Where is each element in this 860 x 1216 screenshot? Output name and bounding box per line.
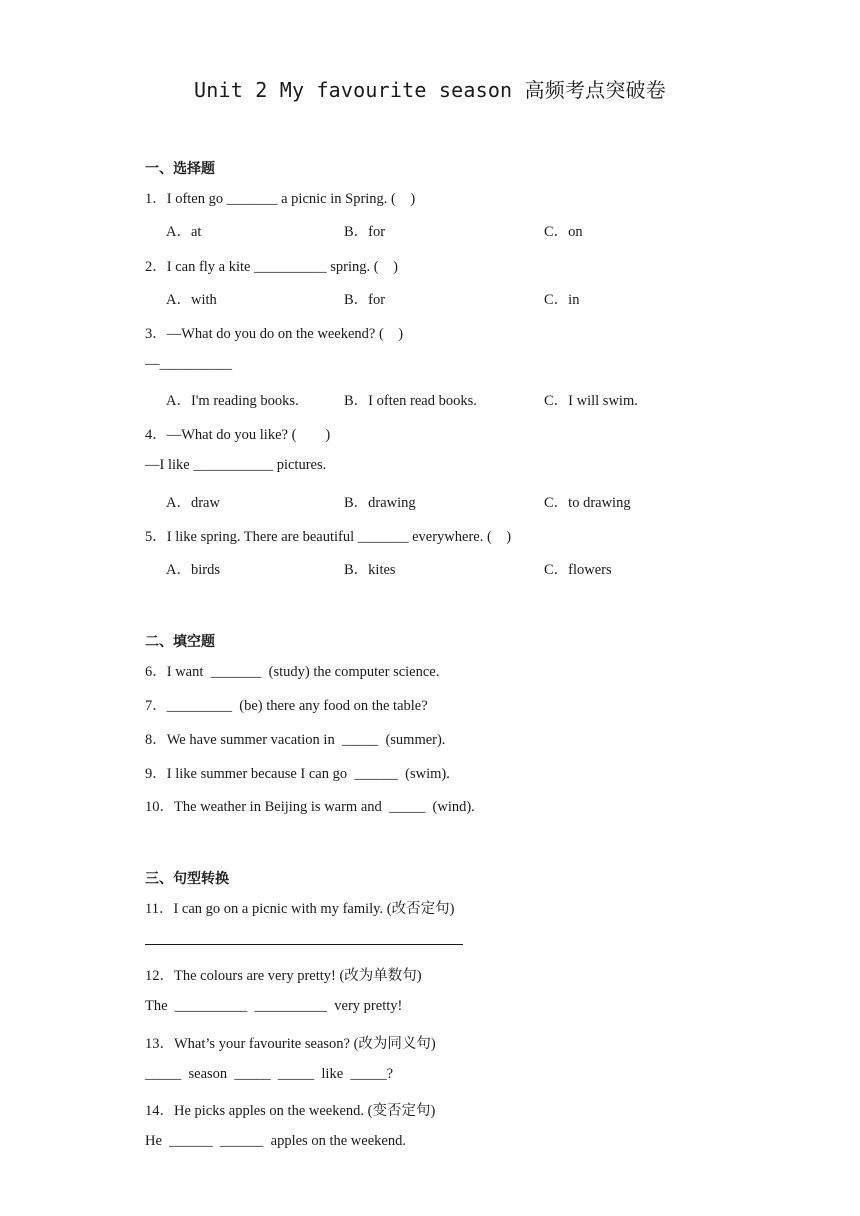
question-12: 12．The colours are very pretty! (改为单数句): [145, 968, 422, 984]
answer-line-11: [145, 944, 463, 945]
q3-option-c[interactable]: C．I will swim.: [544, 393, 638, 409]
question-14-answer: He ______ ______ apples on the weekend.: [145, 1133, 406, 1149]
q3-option-b[interactable]: B．I often read books.: [344, 393, 477, 409]
q4-option-b[interactable]: B．drawing: [344, 495, 416, 511]
question-10: 10．The weather in Beijing is warm and _____ (wind).: [145, 799, 475, 815]
question-6: 6．I want _______ (study) the computer science.: [145, 664, 440, 680]
question-7: 7．_________ (be) there any food on the table?: [145, 698, 428, 714]
q5-option-a[interactable]: A．birds: [166, 562, 220, 578]
section-heading-choice: 一、选择题: [145, 161, 215, 177]
q5-option-b[interactable]: B．kites: [344, 562, 396, 578]
page-title: Unit 2 My favourite season 高频考点突破卷: [194, 78, 666, 102]
question-4: 4．—What do you like? ( ): [145, 427, 331, 443]
q1-option-c[interactable]: C．on: [544, 224, 583, 240]
question-2: 2．I can fly a kite __________ spring. ( ): [145, 259, 398, 275]
question-14: 14．He picks apples on the weekend. (变否定句): [145, 1103, 436, 1119]
q1-option-a[interactable]: A．at: [166, 224, 202, 240]
q5-option-c[interactable]: C．flowers: [544, 562, 612, 578]
q2-option-c[interactable]: C．in: [544, 292, 580, 308]
q2-option-a[interactable]: A．with: [166, 292, 217, 308]
question-9: 9．I like summer because I can go ______ (swim).: [145, 766, 450, 782]
q3-option-a[interactable]: A．I'm reading books.: [166, 393, 299, 409]
question-3: 3．—What do you do on the weekend? ( ): [145, 326, 404, 342]
section-heading-fill-blank: 二、填空题: [145, 634, 215, 650]
question-12-answer: The __________ __________ very pretty!: [145, 998, 403, 1014]
q4-option-a[interactable]: A．draw: [166, 495, 220, 511]
question-8: 8．We have summer vacation in _____ (summer).: [145, 732, 446, 748]
question-4-answer-line: —I like ___________ pictures.: [145, 457, 327, 473]
q4-option-c[interactable]: C．to drawing: [544, 495, 631, 511]
question-3-answer-line: —__________: [145, 356, 232, 372]
question-13-answer: _____ season _____ _____ like _____?: [145, 1066, 394, 1082]
q2-option-b[interactable]: B．for: [344, 292, 386, 308]
question-1: 1．I often go _______ a picnic in Spring. ( ): [145, 191, 416, 207]
question-13: 13．What’s your favourite season? (改为同义句): [145, 1036, 436, 1052]
question-11: 11．I can go on a picnic with my family. (改否定句): [145, 901, 455, 917]
question-5: 5．I like spring. There are beautiful _______ everywhere. ( ): [145, 529, 512, 545]
q1-option-b[interactable]: B．for: [344, 224, 386, 240]
section-heading-sentence-transform: 三、句型转换: [145, 871, 229, 887]
